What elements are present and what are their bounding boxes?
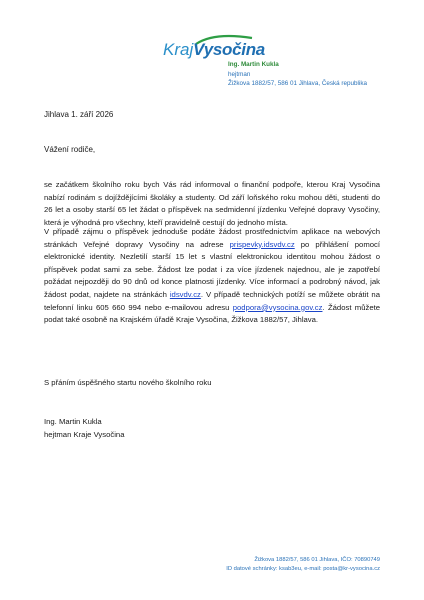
link-prispevky[interactable]: prispevky.idsvdv.cz	[229, 239, 295, 249]
p2-text-d: . Žádost můžete podat také osobně na Krajském úřadě Kraje Vysočina, Žižkova 1882/57, Jihlava.	[44, 302, 381, 325]
sender-address: Žižkova 1882/57, 586 01 Jihlava, Česká republika	[228, 80, 367, 87]
paragraph-intro: se začátkem školního roku bych Vás rád informoval o finanční podpoře, kterou Kraj Vysočina nabízí rodinám s dojíždějícími školáky a studenty. Od září loňského roku mohou děti, studenti do 26 let a osoby starší 65 let žádat o příspěvek na sedmidenní jízdenku Veřejné dopravy Vysočiny, která je výhodná pro všechny, kteří pravidelně cestují do jednoho místa.	[44, 180, 380, 227]
kraj-vysocina-logo	[160, 28, 265, 64]
signature-name: Ing. Martin Kukla	[44, 417, 102, 426]
sender-role: hejtman	[228, 70, 251, 78]
logo-word-kraj: Kraj	[163, 40, 194, 59]
p2-text-b: po přihlášení pomocí elektronické identity. Nezletilí starší 15 let s vlastní elektronickou identitou mohou žádost o příspěvek podat sami za sebe. Žádost lze podat i za více jízdenek najednou, ale je zapotřebí požádat nejpozději do 90 dnů od konce platnosti jízdenky. Více informací a podrobný návod, jak žádost podat, najdete na stránkách	[44, 239, 380, 299]
footer-address: Žižkova 1882/57, 586 01 Jihlava, IČO: 70890749	[254, 557, 380, 563]
link-idsvdv[interactable]: idsvdv.cz	[169, 289, 201, 299]
p2-text-c: . V případě technických potíží se můžete obrátit na telefonní linku 605 660 994 nebo e-mailovou adresu	[44, 289, 380, 312]
link-support-email[interactable]: podpora@vysocina.gov.cz	[232, 302, 323, 312]
p2-text-a: V případě zájmu o příspěvek jednoduše podáte žádost prostřednictvím aplikace na webových stránkách Veřejné dopravy Vysočiny na adrese	[44, 227, 380, 249]
sender-block	[228, 60, 367, 89]
signature-block	[44, 416, 124, 441]
salutation: Vážení rodiče,	[44, 145, 96, 154]
sender-name: Ing. Martin Kukla	[228, 61, 279, 68]
footer-databox-email: ID datové schránky: ksab3eu, e-mail: posta@kr-vysocina.cz	[226, 566, 380, 572]
paragraph-instructions	[44, 226, 380, 327]
signature-title: hejtman Kraje Vysočina	[44, 429, 125, 439]
logo-word-vysocina: Vysočina	[193, 40, 265, 59]
footer-contact	[226, 556, 380, 574]
closing-line: S přáním úspěšného startu nového školního roku	[44, 378, 212, 387]
letter-date: Jihlava 1. září 2026	[44, 110, 114, 119]
